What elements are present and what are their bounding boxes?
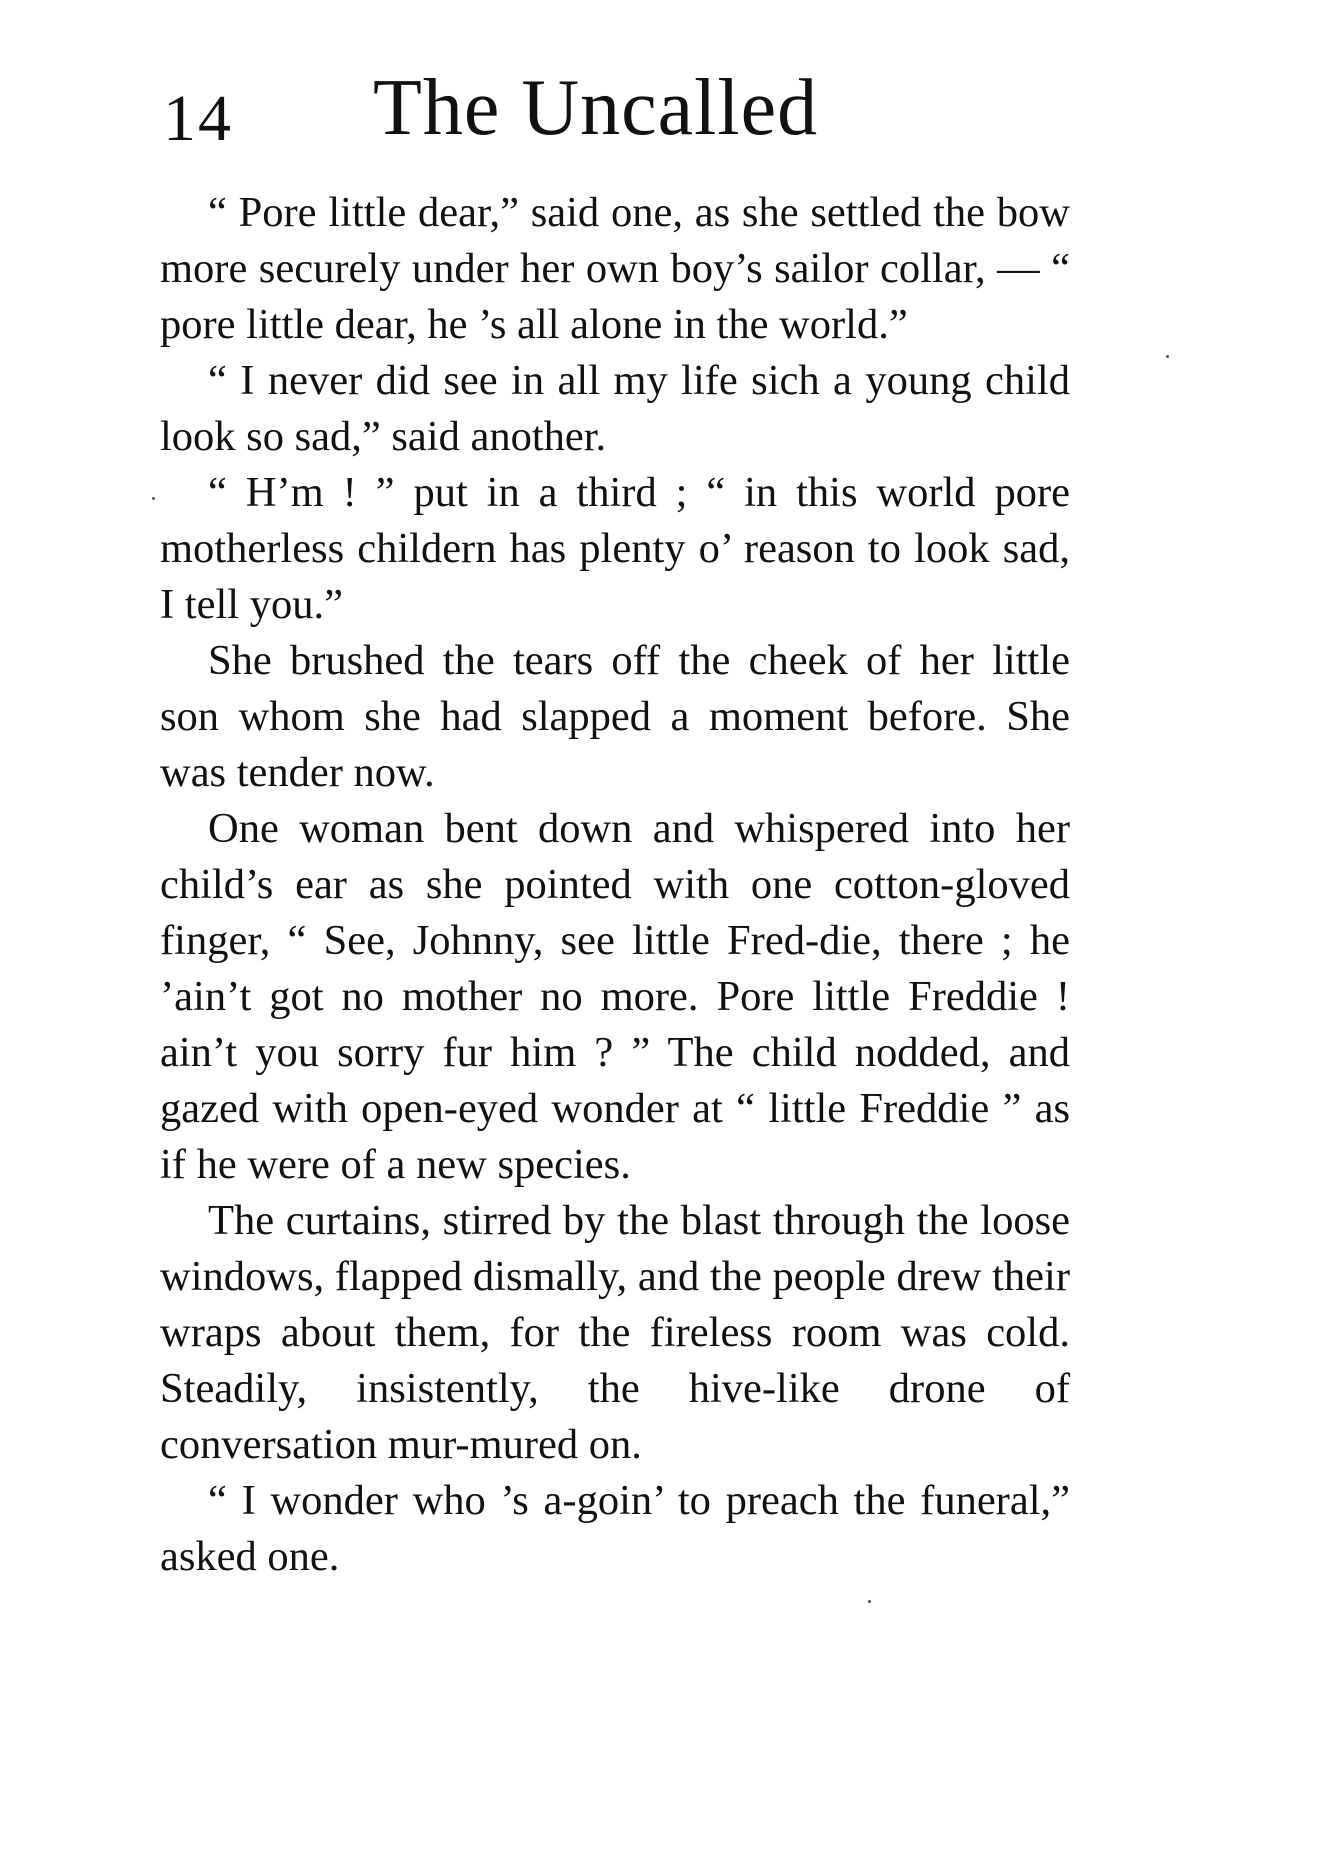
scan-speck (152, 497, 155, 500)
page-number: 14 (163, 82, 233, 155)
scan-speck (868, 1600, 871, 1603)
paragraph-3: “ H’m ! ” put in a third ; “ in this world pore motherless childern has plenty o’ reason to look sad, I tell you.” (160, 469, 1070, 628)
paragraph-2: “ I never did see in all my life sich a young child look so sad,” said another. (160, 357, 1070, 460)
paragraph-7: “ I wonder who ’s a-goin’ to preach the funeral,” asked one. (160, 1477, 1070, 1580)
paragraph-6: The curtains, stirred by the blast through the loose windows, flapped dismally, and the people drew their wraps about them, for the fireless room was cold. Steadily, insistently, the hive-like drone of conversation mur-mured on. (160, 1197, 1070, 1468)
running-title: The Uncalled (373, 64, 819, 152)
body-text (160, 185, 1070, 1585)
scan-speck (1166, 355, 1169, 358)
paragraph-4: She brushed the tears off the cheek of her little son whom she had slapped a moment before. She was tender now. (160, 637, 1070, 796)
paragraph-1: “ Pore little dear,” said one, as she settled the bow more securely under her own boy’s sailor collar, — “ pore little dear, he ’s all alone in the world.” (160, 189, 1070, 348)
page-header (163, 64, 1083, 178)
paragraph-5: One woman bent down and whispered into her child’s ear as she pointed with one cotton-gloved finger, “ See, Johnny, see little Fred-die, there ; he ’ain’t got no mother no more. Pore little Freddie ! ain’t you sorry fur him ? ” The child nodded, and gazed with open-eyed wonder at “ little Freddie ” as if he were of a new species. (160, 805, 1070, 1188)
